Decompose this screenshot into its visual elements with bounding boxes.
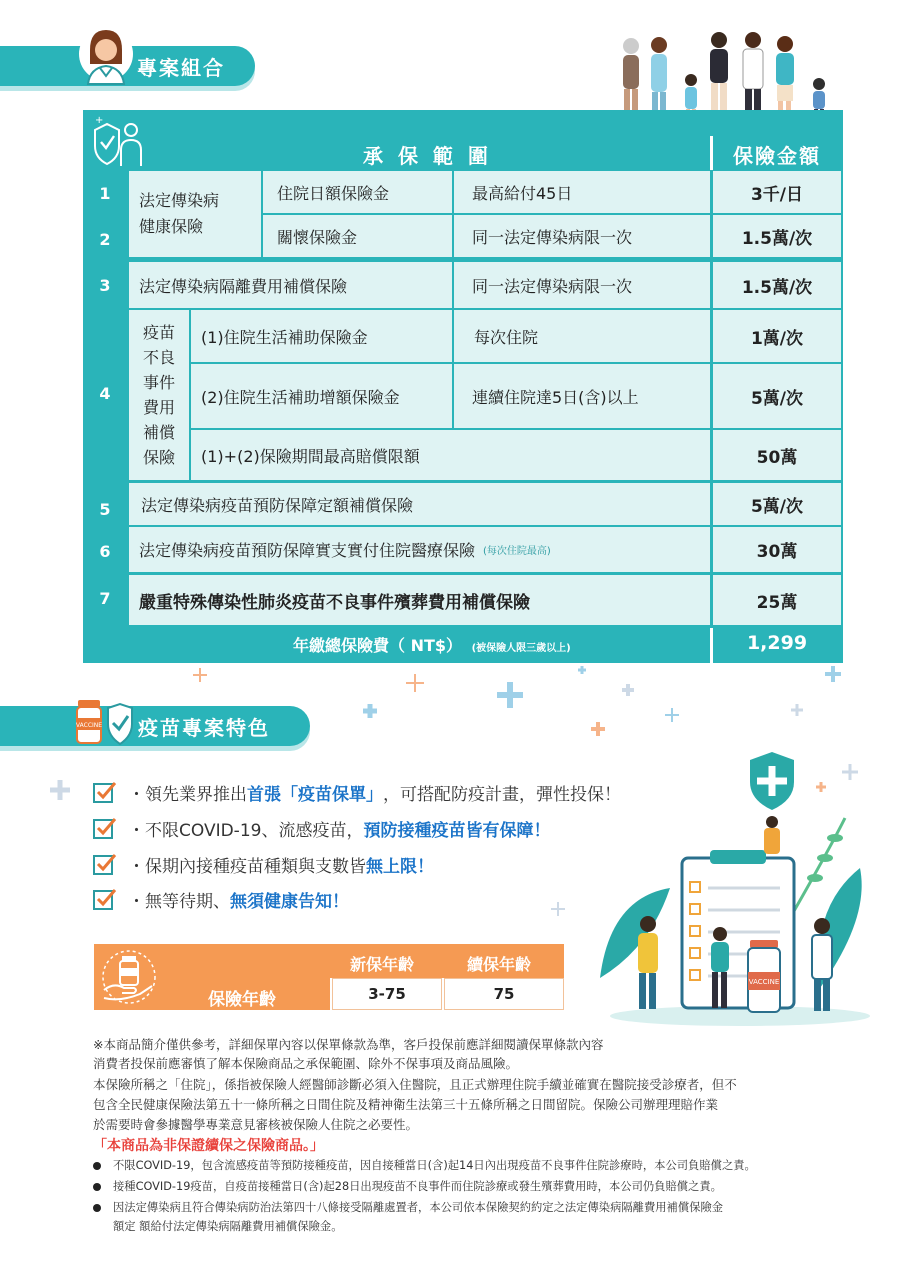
- section-title-vaccine-features: 疫苗專案特色: [138, 715, 270, 740]
- row3-item: [129, 262, 452, 308]
- row4b-condition: [454, 364, 710, 428]
- row4c-item: [191, 430, 710, 480]
- header-divider: [710, 136, 713, 170]
- bullet-note-2: [93, 1178, 722, 1195]
- row-number-4: 4: [99, 384, 111, 403]
- row1-amount-text: 3千/日: [750, 184, 804, 205]
- row5-item-text: 法定傳染病疫苗預防保障定額補償保險: [141, 495, 414, 515]
- row4b-condition-text: 連續住院達5日(含)以上: [472, 387, 639, 407]
- row2-condition-text: 同一法定傳染病限一次: [472, 227, 633, 247]
- row1-item: [263, 171, 452, 213]
- disclaimer-line-4: 包含全民健康保險法第五十一條所稱之日間住院及精神衛生法第三十五條所稱之日間留院。保險公司辦理理賠作業: [93, 1097, 719, 1112]
- renew-age-value: 75: [493, 985, 515, 1003]
- row3-item-text: 法定傳染病隔離費用補償保險: [139, 276, 348, 296]
- insured-age-label: 保險年齡: [208, 990, 276, 1010]
- row4c-amount: [713, 430, 841, 480]
- feature-4-highlight: 無須健康告知！: [230, 891, 349, 912]
- row6-item-text: 法定傳染病疫苗預防保障實支實付住院醫療保險: [139, 541, 476, 560]
- group4-line: 不良: [142, 348, 175, 367]
- row2-item-text: 關懷保險金: [277, 227, 358, 247]
- group4-line: 疫苗: [142, 323, 175, 342]
- row4a-item: [191, 310, 452, 362]
- disclaimer-line-2: 消費者投保前應審慎了解本保險商品之承保範圍、除外不保事項及商品風險。: [93, 1056, 519, 1071]
- feature-1-text-end: ，可搭配防疫計畫，彈性投保！: [383, 784, 621, 805]
- group-label-legal-disease-health: [129, 171, 261, 257]
- feature-2-text: ・不限COVID-19、流感疫苗，: [128, 820, 364, 841]
- bullet-note-1-text: 不限COVID-19，包含流感疫苗等預防接種疫苗，因自接種當日(含)起14日內出現疫苗不良事件住院診療時，本公司負賠償之責。: [113, 1159, 756, 1172]
- feature-2-highlight: 預防接種疫苗皆有保障！: [363, 820, 551, 841]
- row-number-7: 7: [99, 589, 111, 608]
- renew-age-value-cell: [444, 978, 564, 1010]
- row3-condition: [454, 262, 710, 308]
- disclaimer-line-1: ※本商品簡介僅供參考，詳細保單內容以保單條款為準，客戶投保前應詳細閱讀保單條款內容: [93, 1037, 604, 1052]
- row2-item: [263, 215, 452, 257]
- row5-amount-text: 5萬/次: [750, 496, 804, 517]
- total-premium-amount: 1,299: [746, 632, 808, 654]
- row-number-2: 2: [99, 230, 111, 249]
- row1-item-text: 住院日額保險金: [277, 183, 390, 203]
- non-guaranteed-renewal-notice: 「本商品為非保證續保之保險商品。」: [93, 1138, 324, 1154]
- shield-heart-icon: [91, 116, 149, 168]
- row4a-amount-text: 1萬/次: [750, 328, 804, 349]
- feature-1-text: ・領先業界推出: [128, 784, 247, 805]
- row4b-item: [191, 364, 452, 428]
- group4-line: 保險: [142, 448, 175, 467]
- disclaimer-line-3: 本保險所稱之「住院」，係指被保險人經醫師診斷必須入住醫院，且正式辦理住院手續並確實在醫院接受診療者，但不: [93, 1077, 737, 1092]
- section-title-package: 專案組合: [137, 55, 225, 80]
- row4a-condition: [454, 310, 710, 362]
- group-label-line1: 法定傳染病: [139, 191, 220, 210]
- section-header-vaccine-features: [0, 706, 320, 746]
- feature-1-highlight: 首張「疫苗保單」: [247, 784, 383, 805]
- section-header-package: [0, 46, 260, 86]
- row3-condition-text: 同一法定傳染病限一次: [472, 276, 633, 296]
- age-table: [94, 944, 564, 1010]
- row7-amount-text: 25萬: [756, 592, 798, 613]
- vaccine-vial-icon: [74, 698, 134, 750]
- bullet-note-3-cont: 額定 額給付法定傳染病隔離費用補償保險金。: [113, 1220, 343, 1233]
- row-number-1: 1: [99, 184, 111, 203]
- row5-amount: [713, 483, 841, 525]
- row1-condition: [454, 171, 710, 213]
- row4b-amount-text: 5萬/次: [750, 388, 804, 409]
- row2-amount: [713, 215, 841, 257]
- bullet-note-3-text: 因法定傳染病且符合傳染病防治法第四十八條接受隔離處置者，本公司依本保險契約約定之法定傳染病隔離費用補償保險金: [113, 1201, 724, 1214]
- row6-item: [129, 527, 710, 572]
- illustration-vial-label: VACCINE: [748, 978, 780, 986]
- row-number-5: 5: [99, 500, 111, 519]
- row5-item: [129, 483, 710, 525]
- group4-line: 費用: [142, 398, 175, 417]
- feature-3-highlight: 無上限！: [366, 856, 434, 877]
- row7-item-text: 嚴重特殊傳染性肺炎疫苗不良事件殯葬費用補償保險: [139, 592, 530, 613]
- bullet-note-2-text: 接種COVID-19疫苗，自疫苗接種當日(含)起28日出現疫苗不良事件而住院診療或發生殯葬費用時，本公司仍負賠償之責。: [113, 1180, 722, 1193]
- row7-amount: [713, 575, 841, 625]
- row4b-amount: [713, 364, 841, 428]
- group-label-vaccine-adverse: [129, 310, 189, 480]
- row4c-amount-text: 50萬: [756, 447, 798, 468]
- row7-item: [129, 575, 710, 625]
- total-label-text: 年繳總保險費（ NT$）: [293, 636, 463, 655]
- new-age-value: 3-75: [368, 985, 406, 1003]
- row-number-3: 3: [99, 276, 111, 295]
- vial-label: VACCINE: [75, 722, 103, 729]
- bullet-note-3: [93, 1199, 723, 1216]
- row6-note: (每次住院最高): [483, 546, 551, 557]
- feature-3-text: ・保期內接種疫苗種類與支數皆: [128, 856, 366, 877]
- decorative-crosses-2: [46, 750, 866, 920]
- row4a-condition-text: 每次住院: [474, 327, 539, 347]
- header-coverage-scope: 承 保 範 圍: [363, 144, 492, 168]
- row4a-item-text: (1)住院生活補助保險金: [201, 327, 368, 347]
- feature-4-text: ・無等待期、: [128, 891, 230, 912]
- new-age-value-cell: [332, 978, 442, 1010]
- row4c-item-text: (1)+(2)保險期間最高賠償限額: [201, 446, 420, 466]
- group4-line: 事件: [142, 373, 175, 392]
- row3-amount: [713, 262, 841, 308]
- coverage-table: [83, 110, 843, 663]
- total-note-text: (被保險人限三歲以上): [471, 643, 571, 654]
- svg-text:+: +: [95, 116, 104, 126]
- row6-amount-text: 30萬: [756, 542, 798, 562]
- row2-condition: [454, 215, 710, 257]
- renew-age-label: 續保年齡: [467, 955, 532, 974]
- row1-condition-text: 最高給付45日: [472, 183, 573, 203]
- row4b-item-text: (2)住院生活補助增額保險金: [201, 387, 400, 407]
- hand-vial-icon: [100, 948, 158, 1006]
- row3-amount-text: 1.5萬/次: [741, 277, 813, 298]
- disclaimer-line-5: 於需要時會參據醫學專業意見審核被保險人住院之必要性。: [93, 1117, 419, 1132]
- doctor-avatar-icon: [78, 24, 134, 88]
- bullet-note-1: [93, 1157, 756, 1174]
- group4-line: 補償: [142, 423, 175, 442]
- group-label-line2: 健康保險: [139, 217, 204, 236]
- new-age-label: 新保年齡: [350, 955, 415, 974]
- row2-amount-text: 1.5萬/次: [741, 228, 813, 249]
- row4a-amount: [713, 310, 841, 362]
- total-premium-label: [293, 633, 571, 656]
- row6-amount: [713, 527, 841, 572]
- row-number-6: 6: [99, 542, 111, 561]
- row1-amount: [713, 171, 841, 213]
- header-insured-amount: 保險金額: [733, 144, 821, 168]
